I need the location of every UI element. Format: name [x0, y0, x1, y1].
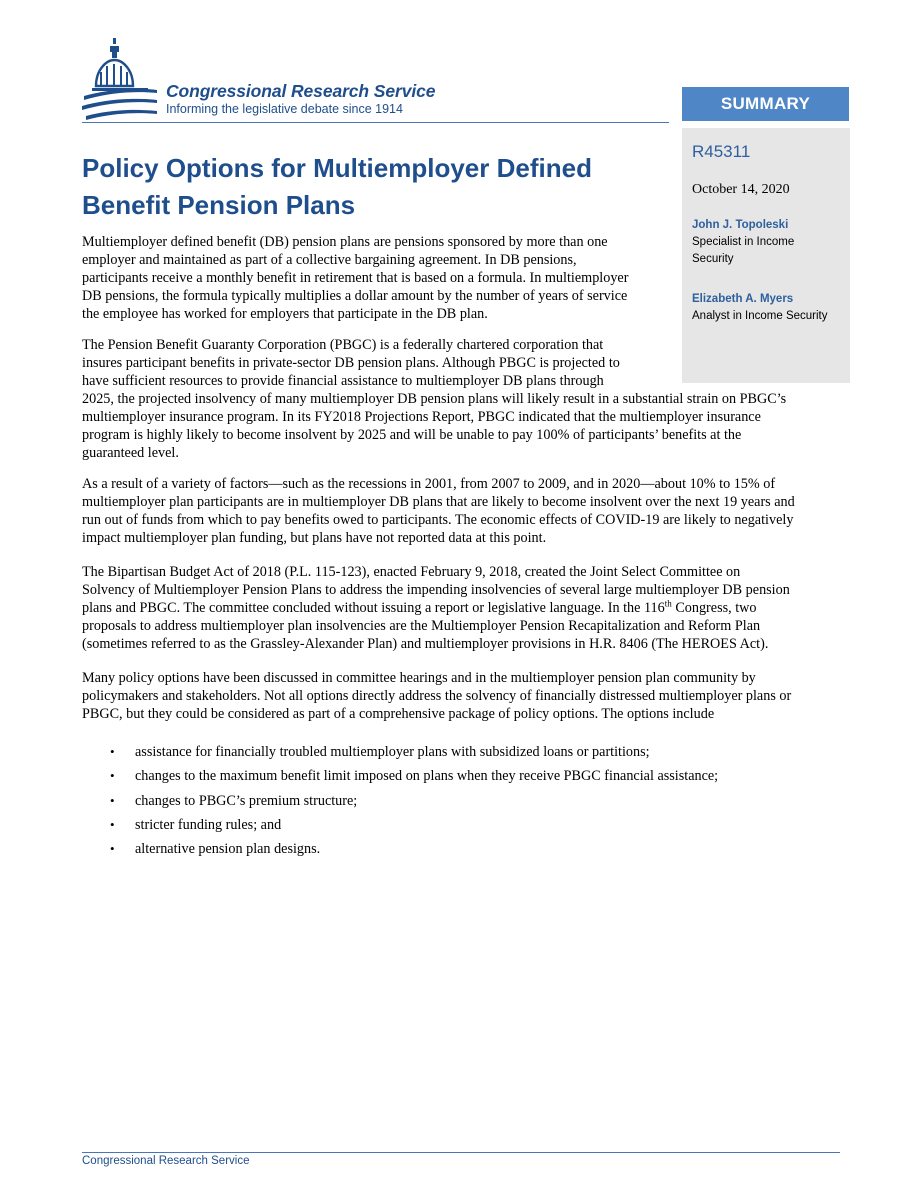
text-line: proposals to address multiemployer plan insolvencies are the Multiemployer Pension Recapitalization and Reform Plan [82, 618, 761, 634]
bullet-icon: • [110, 744, 115, 759]
text-line: policymakers and stakeholders. Not all options directly address the solvency of financially distressed multiemployer plans or [82, 688, 792, 704]
list-item-text: changes to PBGC’s premium structure; [135, 792, 358, 809]
text-line: Multiemployer defined benefit (DB) pension plans are pensions sponsored by more than one [82, 234, 608, 250]
author-name: Elizabeth A. Myers [692, 293, 794, 305]
list-item-text: alternative pension plan designs. [135, 841, 321, 858]
paragraph-budget-act [82, 563, 842, 653]
text-line: As a result of a variety of factors—such as the recessions in 2001, from 2007 to 2009, and in 2020—about 10% to 15% of [82, 476, 776, 492]
bullet-icon: • [110, 768, 115, 784]
text-line: Congress, two [671, 600, 757, 616]
text-line: 2025, the projected insolvency of many multiemployer DB pension plans will likely result in a substantial strain on PBGC’s [82, 391, 787, 407]
text-line: guaranteed level. [82, 445, 179, 461]
author-role: Specialist in Income [692, 236, 795, 248]
author-block [692, 291, 828, 325]
text-line: Solvency of Multiemployer Pension Plans to address the impending insolvencies of several large multiemployer DB pension [82, 582, 790, 598]
summary-tab: SUMMARY [682, 87, 849, 121]
paragraph-options [82, 669, 842, 723]
text-line: impact multiemployer plan funding, but plans have not reported data at this point. [82, 530, 547, 546]
text-line: participants receive a monthly benefit in retirement that is based on a formula. In multiemployer [82, 270, 629, 286]
list-item [82, 813, 842, 837]
footer-divider [82, 1152, 840, 1153]
author-role: Analyst in Income Security [692, 310, 828, 322]
title-line: Policy Options for Multiemployer Defined [82, 153, 592, 183]
list-item-text: assistance for financially troubled multiemployer plans with subsidized loans or partitions; [135, 744, 650, 760]
title-line: Benefit Pension Plans [82, 190, 356, 220]
text-line: run out of funds from which to pay benefits owed to participants. The economic effects of COVID-19 are likely to negatively [82, 512, 794, 528]
text-line: insures participant benefits in private-sector DB pension plans. Although PBGC is projected to [82, 355, 620, 371]
policy-options-list [82, 740, 842, 861]
list-item-text: stricter funding rules; and [135, 816, 282, 833]
text-line: Many policy options have been discussed in committee hearings and in the multiemployer pension plan community by [82, 670, 756, 686]
list-item [82, 789, 842, 813]
text-line: (sometimes referred to as the Grassley-Alexander Plan) and multiemployer provisions in H.R. 8406 (The HEROES Act). [82, 636, 769, 652]
list-item [82, 740, 842, 764]
crs-logo [82, 36, 482, 122]
footer-text: Congressional Research Service [82, 1155, 250, 1167]
report-number: R45311 [692, 142, 751, 161]
org-tagline: Informing the legislative debate since 1914 [166, 102, 403, 116]
bullet-icon: • [110, 841, 115, 857]
paragraph-pbgc [82, 336, 842, 462]
text-line: the employee has worked for employers that participate in the DB plan. [82, 306, 488, 322]
list-item [82, 837, 842, 861]
author-block [692, 217, 794, 268]
text-line: have sufficient resources to provide financial assistance to multiemployer DB plans through [82, 373, 604, 389]
org-name: Congressional Research Service [166, 81, 436, 101]
text-line: multiemployer insurance program. In its FY2018 Projections Report, PBGC indicated that the multiemployer insurance [82, 409, 761, 425]
paragraph-factors [82, 475, 842, 547]
bullet-icon: • [110, 792, 115, 808]
bullet-icon: • [110, 816, 115, 832]
text-line: plans and PBGC. The committee concluded without issuing a report or legislative language. In the 116 [82, 600, 665, 616]
paragraph-intro [82, 233, 667, 323]
list-item [82, 764, 842, 788]
text-line: The Bipartisan Budget Act of 2018 (P.L. 115-123), enacted February 9, 2018, created the Joint Select Committee on [82, 564, 741, 580]
page-title [82, 150, 662, 224]
capitol-dome-icon [82, 36, 162, 122]
report-date: October 14, 2020 [692, 182, 790, 197]
text-line: DB pensions, the formula typically multiplies a dollar amount by the number of years of service [82, 288, 628, 304]
author-name: John J. Topoleski [692, 219, 789, 231]
superscript: th [664, 598, 672, 609]
text-line: The Pension Benefit Guaranty Corporation (PBGC) is a federally chartered corporation that [82, 337, 604, 353]
text-line: program is highly likely to become insolvent by 2025 and will be unable to pay 100% of participants’ benefits at the [82, 427, 742, 443]
text-line: employer and maintained as part of a collective bargaining agreement. In DB pensions, [82, 252, 577, 268]
list-item-text: changes to the maximum benefit limit imposed on plans when they receive PBGC financial assistance; [135, 768, 719, 785]
header-divider [82, 122, 669, 123]
text-line: PBGC, but they could be considered as part of a comprehensive package of policy options. The options include [82, 706, 715, 722]
text-line: multiemployer plan participants are in multiemployer DB plans that are likely to become insolvent over the next 19 years and [82, 494, 795, 510]
author-role: Security [692, 253, 734, 265]
